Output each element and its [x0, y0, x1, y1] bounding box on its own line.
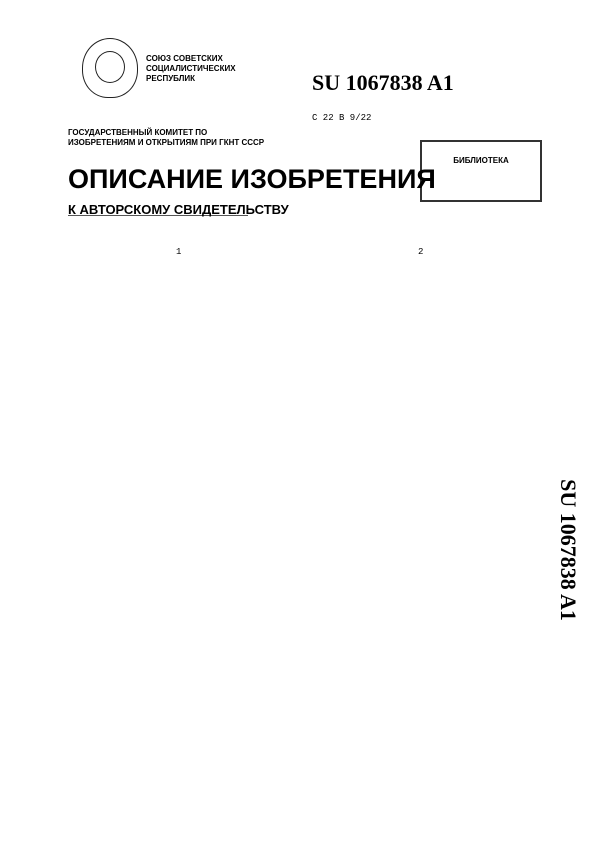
side-label-text: SU 1067838 A1	[556, 479, 581, 621]
state-emblem	[82, 38, 138, 98]
column-number-right: 2	[418, 247, 424, 257]
side-label	[548, 420, 588, 680]
library-stamp	[420, 140, 542, 202]
publication-number: SU 1067838 A1	[312, 70, 454, 95]
ipc-code: C 22 B 9/22	[312, 113, 372, 123]
committee-name: ГОСУДАРСТВЕННЫЙ КОМИТЕТ ПО ИЗОБРЕТЕНИЯМ И ОТКРЫТИЯМ ПРИ ГКНТ СССР	[68, 128, 265, 147]
document-subtitle: К АВТОРСКОМУ СВИДЕТЕЛЬСТВУ	[68, 202, 289, 217]
stamp-text: БИБЛИОТЕКА	[453, 156, 509, 165]
document-title: ОПИСАНИЕ ИЗОБРЕТЕНИЯ	[68, 164, 436, 194]
country-name: СОЮЗ СОВЕТСКИХ СОЦИАЛИСТИЧЕСКИХ РЕСПУБЛИК	[146, 54, 236, 83]
column-number-left: 1	[176, 247, 182, 257]
